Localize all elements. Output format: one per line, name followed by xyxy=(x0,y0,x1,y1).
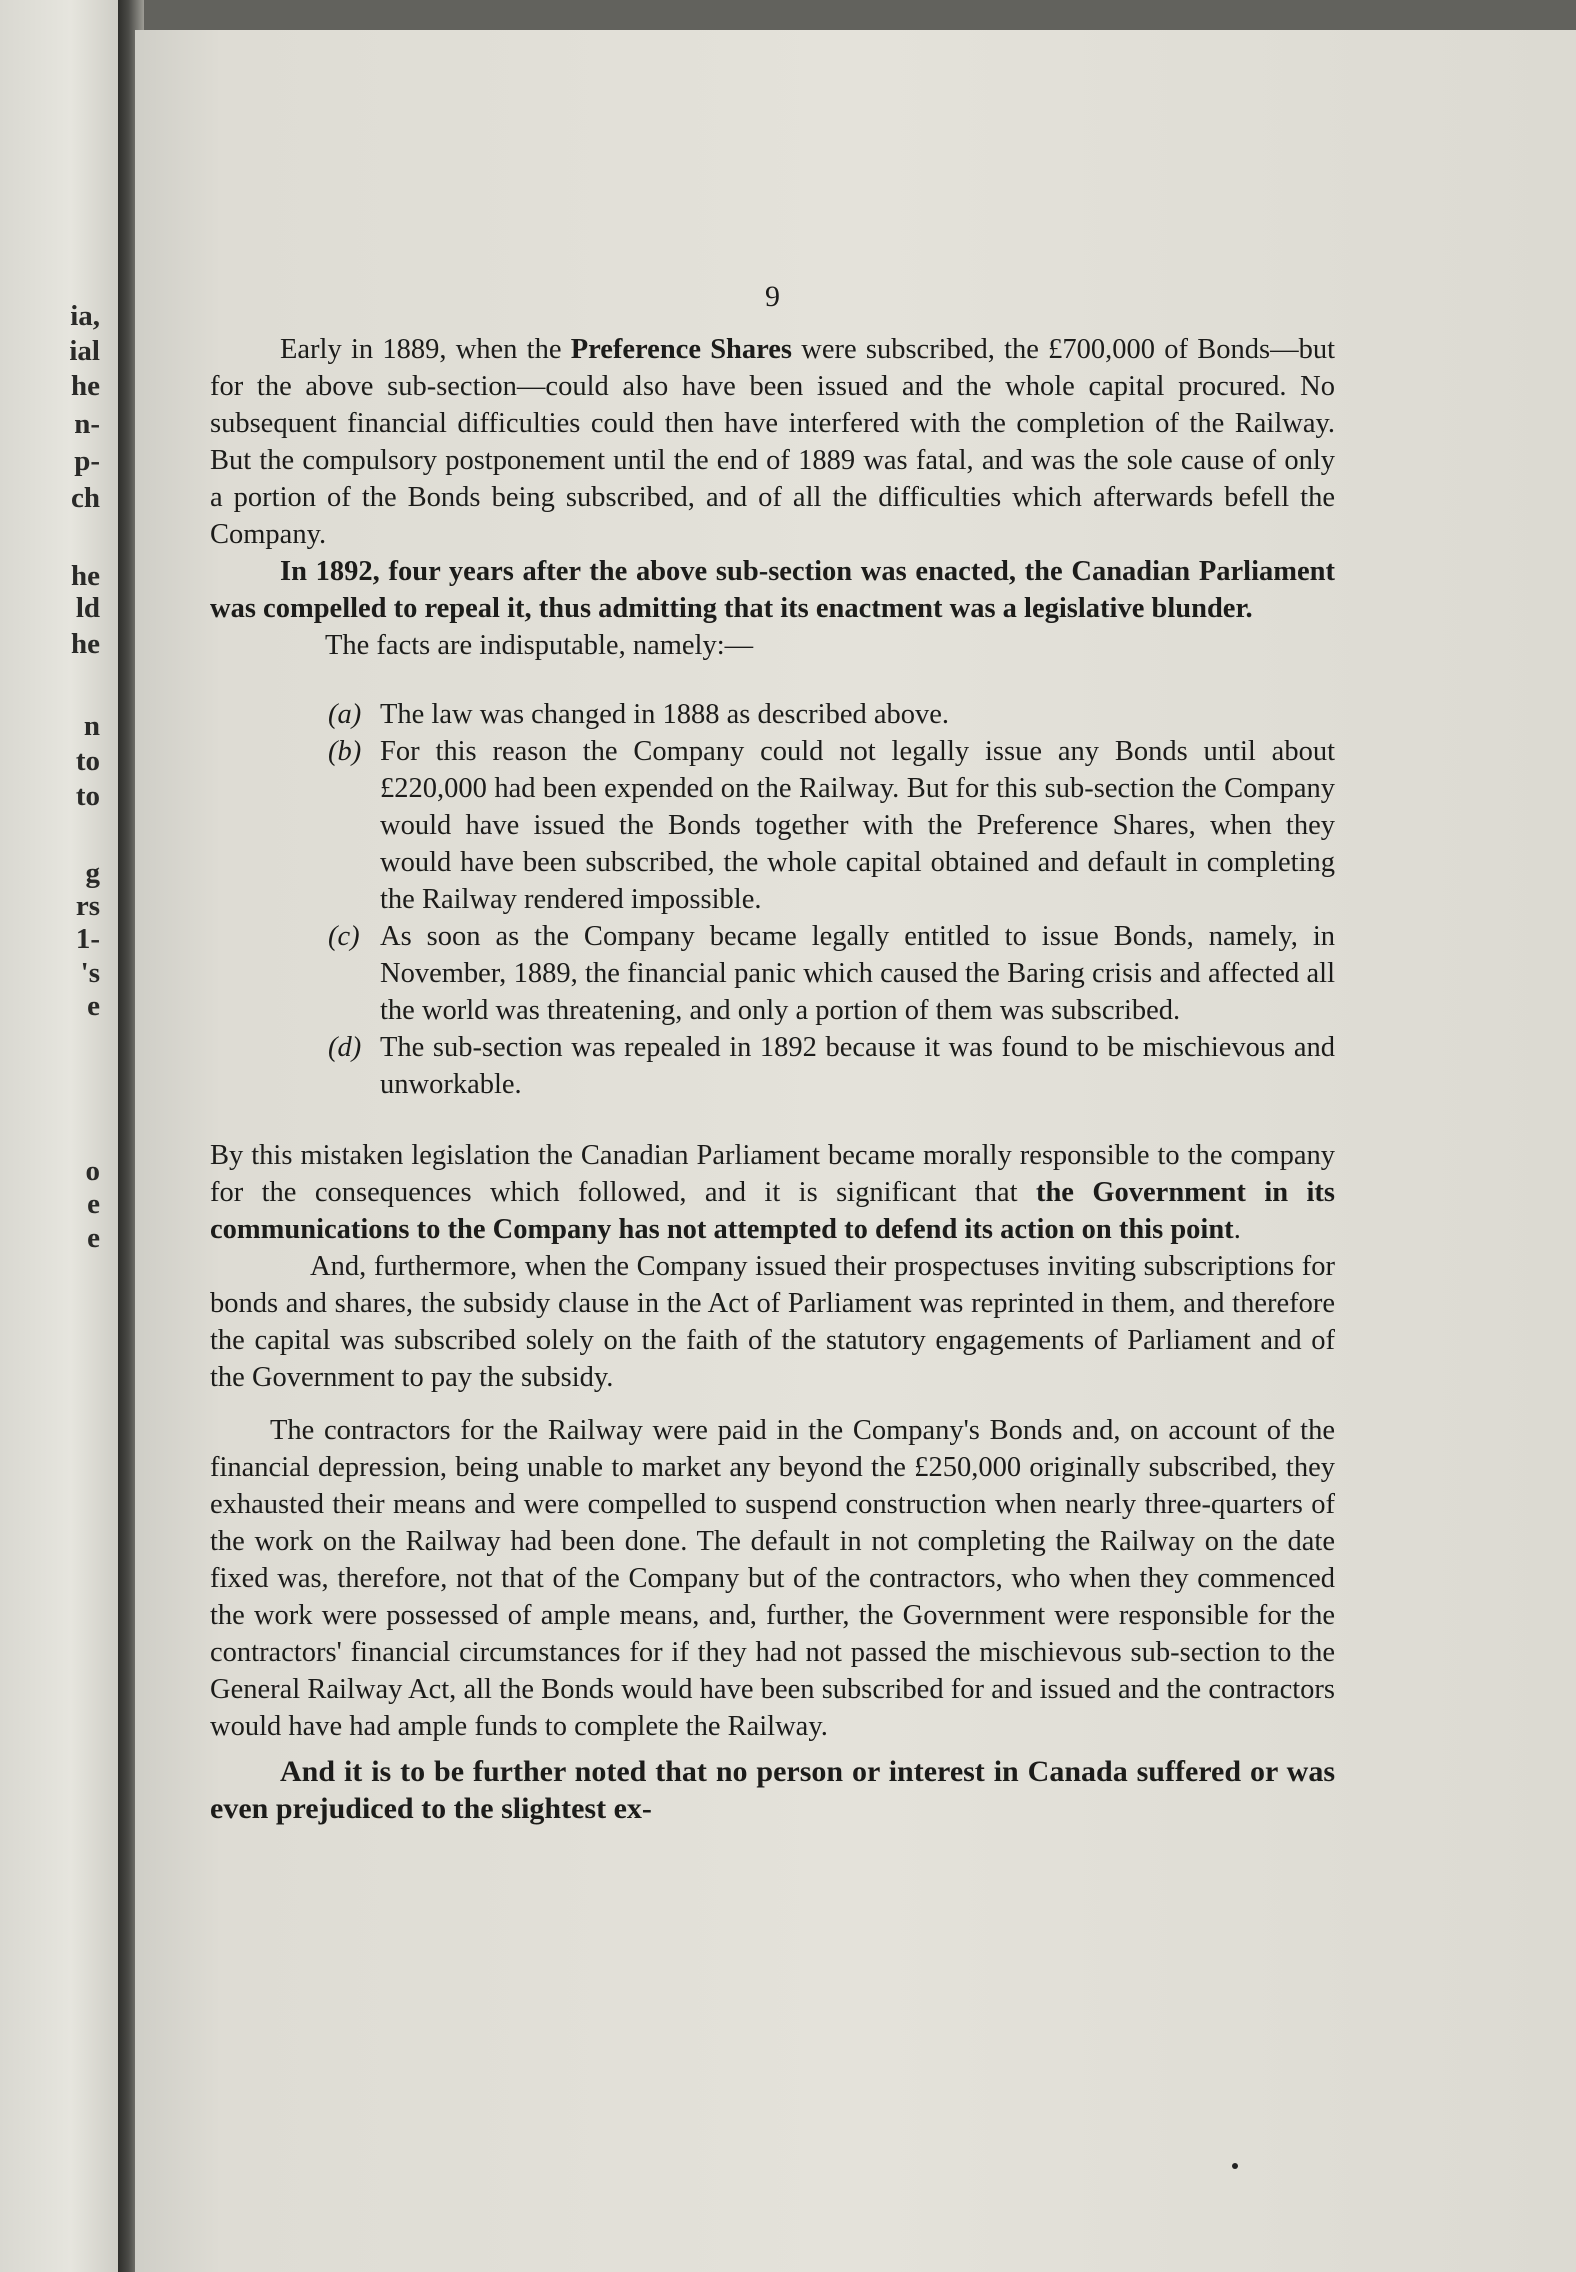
left-fragment: p- xyxy=(74,445,100,477)
list-item-text: For this reason the Company could not legally issue any Bonds until about £220,000 had been expended on the Railway. But for this sub-section the Company would have issued the Bonds together with the Preference Shares, when they would have been subscribed, the whole capital obtained and default in completing the Railway rendered impossible. xyxy=(380,736,1335,915)
facts-list xyxy=(210,696,1335,1103)
left-fragment: he xyxy=(71,560,100,592)
list-item-text: The sub-section was repealed in 1892 because it was found to be mischievous and unworkable. xyxy=(380,1032,1335,1100)
paragraph-furthermore: And, furthermore, when the Company issued their prospectuses inviting subscriptions for bonds and shares, the subsidy clause in the Act of Parliament was reprinted in them, and therefore the capital was subscribed solely on the faith of the statutory engagements of Parliament and of the Government to pay the subsidy. xyxy=(210,1251,1335,1393)
paragraph-in-1892: In 1892, four years after the above sub-section was enacted, the Canadian Parliament was compelled to repeal it, thus admitting that its enactment was a legislative blunder. xyxy=(210,556,1335,624)
paragraph-text: By this mistaken legislation the Canadian Parliament became morally responsible to the company for the consequences which followed, and it is significant that xyxy=(210,1140,1335,1208)
left-fragment: o xyxy=(85,1155,100,1187)
left-fragment: he xyxy=(71,370,100,402)
list-item xyxy=(210,733,1335,918)
left-fragment: n- xyxy=(74,408,100,440)
ink-speck xyxy=(1232,2163,1238,2169)
paragraph-early-1889 xyxy=(210,331,1335,553)
left-fragment: 1- xyxy=(75,923,100,955)
left-fragment: rs xyxy=(75,890,100,922)
left-fragment: g xyxy=(85,857,100,889)
list-item xyxy=(210,696,1335,733)
list-marker: (d) xyxy=(328,1032,362,1063)
left-fragment: n xyxy=(83,710,100,742)
left-fragment: to xyxy=(75,780,100,812)
left-page-edge xyxy=(0,0,118,2272)
list-item-text: As soon as the Company became legally entitled to issue Bonds, namely, in November, 1889, the financial panic which caused the Baring crisis and affected all the world was threatening, and only a portion of them was subscribed. xyxy=(380,921,1335,1026)
bold-phrase: the Government in its communications to the Company has not attempted to defend its action on this point xyxy=(210,1177,1335,1245)
paragraph-contractors: The contractors for the Railway were paid in the Company's Bonds and, on account of the financial depression, being unable to market any beyond the £250,000 originally subscribed, they exhausted their means and were compelled to suspend construction when nearly three-quarters of the work on the Railway had been done. The default in not completing the Railway on the date fixed was, therefore, not that of the Company but of the contractors, who when they commenced the work were possessed of ample means, and, further, the Government were responsible for the contractors' financial circumstances for if they had not passed the mischievous sub-section to the General Railway Act, all the Bonds would have been subscribed for and issued and the contractors would have had ample funds to complete the Railway. xyxy=(210,1415,1335,1742)
list-item xyxy=(210,918,1335,1029)
left-fragment: 's xyxy=(80,957,100,989)
list-marker: (c) xyxy=(328,921,360,952)
paragraph-text: were subscribed, the £700,000 of Bonds—but for the above sub-section—could also have been issued and the whole capital procured. No subsequent financial difficulties could then have interfered with the completion of the Railway. But the compulsory postponement until the end of 1889 was fatal, and was the sole cause of only a portion of the Bonds being subscribed, and of all the difficulties which afterwards befell the Company. xyxy=(210,334,1335,550)
page-number: 9 xyxy=(765,280,780,313)
left-fragment: ld xyxy=(75,592,100,624)
left-fragment: e xyxy=(87,1222,100,1254)
list-item xyxy=(210,1029,1335,1103)
list-item-text: The law was changed in 1888 as described above. xyxy=(380,699,950,730)
facts-intro: The facts are indisputable, namely:— xyxy=(325,630,754,661)
list-marker: (b) xyxy=(328,736,362,767)
list-marker: (a) xyxy=(328,699,362,730)
paragraph-further-noted: And it is to be further noted that no person or interest in Canada suffered or was even prejudiced to the slightest ex- xyxy=(210,1755,1335,1825)
left-fragment: ial xyxy=(69,335,100,367)
left-fragment: e xyxy=(87,1188,100,1220)
left-fragment: to xyxy=(75,745,100,777)
bold-phrase: Preference Shares xyxy=(570,334,793,365)
left-fragment: he xyxy=(71,628,100,660)
left-fragment: e xyxy=(87,990,100,1022)
left-fragment: ia, xyxy=(70,300,100,332)
paragraph-text: Early in 1889, when the xyxy=(280,334,571,365)
page-body xyxy=(210,278,1335,1827)
left-fragment: ch xyxy=(71,482,100,514)
paragraph-mistaken-legislation xyxy=(210,1137,1335,1248)
paragraph-text: . xyxy=(1233,1214,1241,1245)
